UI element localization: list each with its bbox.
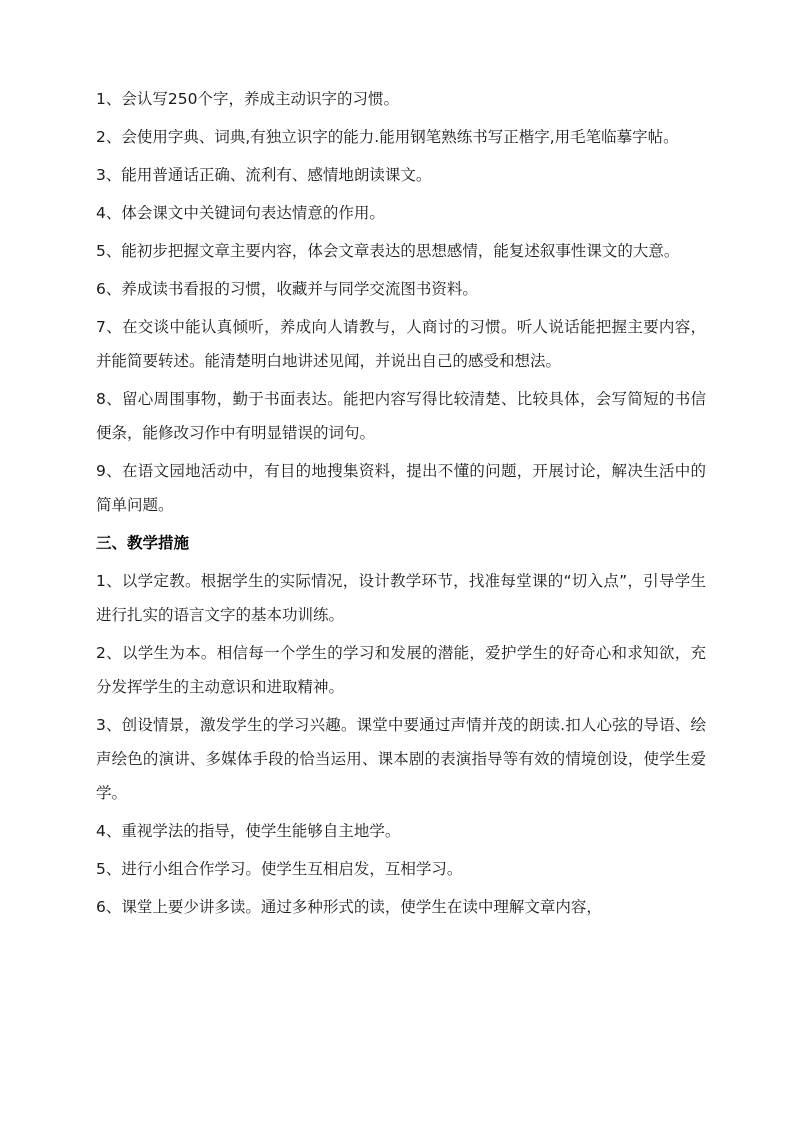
goal-item-2: 2、会使用字典、词典,有独立识字的能力.能用钢笔熟练书写正楷字,用毛笔临摹字帖。 — [96, 128, 679, 146]
measure-item-4: 4、重视学法的指导，使学生能够自主地学。 — [96, 822, 401, 840]
measure-item-2: 2、以学生为本。相信每一个学生的学习和发展的潜能，爱护学生的好奇心和求知欲，充分发挥学生的主动意识和进取精神。 — [96, 644, 706, 696]
measure-item-1: 1、以学定教。根据学生的实际情况，设计教学环节，找准每堂课的“切入点”，引导学生进行扎实的语言文字的基本功训练。 — [96, 572, 706, 624]
goal-item-4: 4、体会课文中关键词句表达情意的作用。 — [96, 204, 385, 222]
document-body — [96, 82, 706, 928]
goal-item-8: 8、留心周围事物，勤于书面表达。能把内容写得比较清楚、比较具体，会写简短的书信便条，能修改习作中有明显错误的词句。 — [96, 390, 706, 442]
goal-item-5: 5、能初步把握文章主要内容，体会文章表达的思想感情，能复述叙事性课文的大意。 — [96, 242, 680, 260]
goal-item-9: 9、在语文园地活动中，有目的地搜集资料，提出不懂的问题，开展讨论，解决生活中的简单问题。 — [96, 462, 706, 514]
goal-item-7: 7、在交谈中能认真倾听，养成向人请教与，人商讨的习惯。听人说话能把握主要内容，并能简要转述。能清楚明白地讲述见闻，并说出自己的感受和想法。 — [96, 318, 706, 370]
goal-item-1: 1、会认写250个字，养成主动识字的习惯。 — [96, 90, 399, 108]
section-heading-teaching-measures: 三、教学措施 — [96, 534, 190, 552]
goal-item-6: 6、养成读书看报的习惯，收藏并与同学交流图书资料。 — [96, 280, 478, 298]
measure-item-6: 6、课堂上要少讲多读。通过多种形式的读，使学生在读中理解文章内容， — [96, 898, 602, 916]
measure-item-5: 5、进行小组合作学习。使学生互相启发，互相学习。 — [96, 860, 463, 878]
measure-item-3: 3、创设情景，激发学生的学习兴趣。课堂中要通过声情并茂的朗读.扣人心弦的导语、绘声绘色的演讲、多媒体手段的恰当运用、课本剧的表演指导等有效的情境创设，使学生爱学。 — [96, 716, 706, 802]
goal-item-3: 3、能用普通话正确、流利有、感情地朗读课文。 — [96, 166, 432, 184]
